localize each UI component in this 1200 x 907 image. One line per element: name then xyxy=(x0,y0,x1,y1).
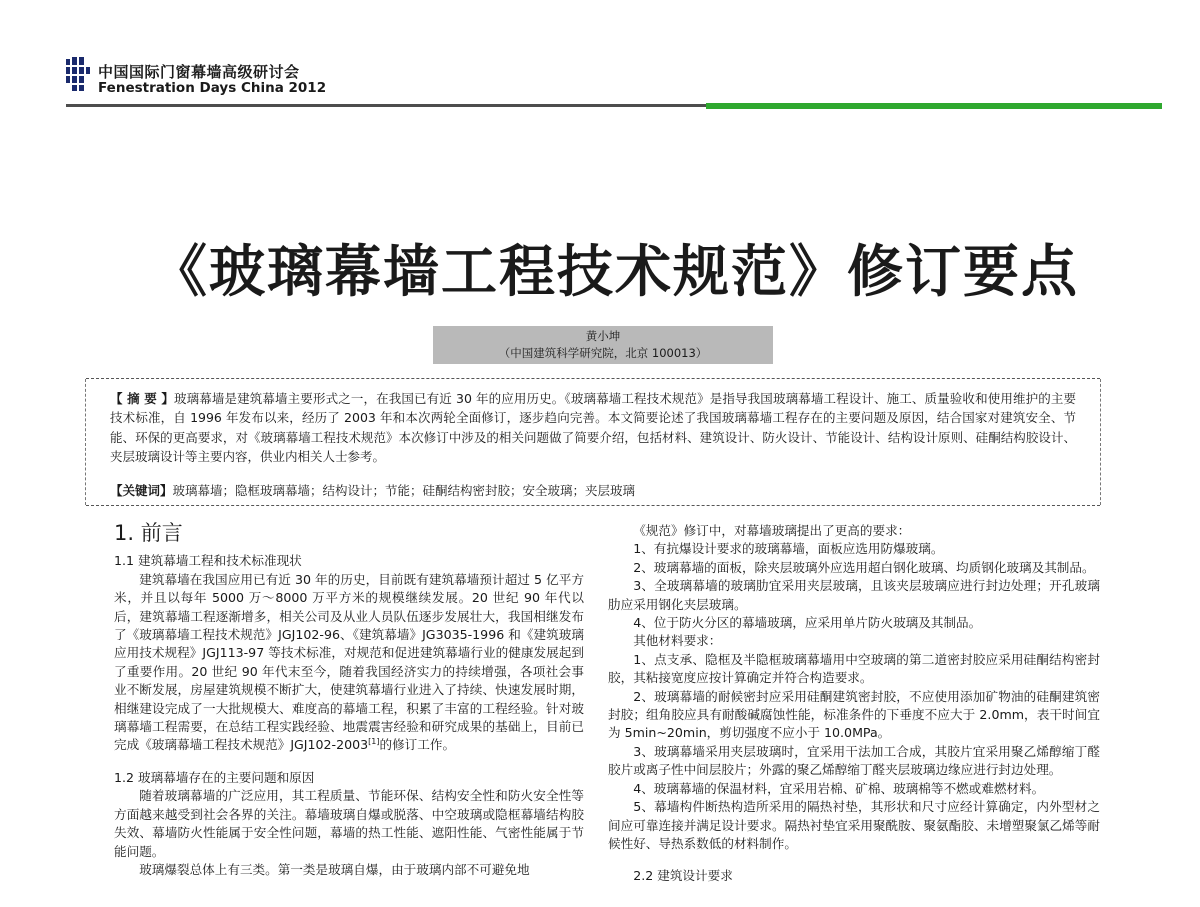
other-item: 1、点支承、隐框及半隐框玻璃幕墙用中空玻璃的第二道密封胶应采用硅酮结构密封胶，其粘接宽度应按计算确定并符合构造要求。 xyxy=(608,651,1100,686)
keywords-text: 玻璃幕墙；隐框玻璃幕墙；结构设计；节能；硅酮结构密封胶；安全玻璃；夹层玻璃 xyxy=(172,483,636,498)
subsection-heading-1-1: 1.1 建筑幕墙工程和技术标准现状 xyxy=(114,553,302,569)
keywords xyxy=(110,481,1076,499)
glass-item: 2、玻璃幕墙的面板，除夹层玻璃外应选用超白钢化玻璃、均质钢化玻璃及其制品。 xyxy=(633,559,1095,575)
other-item: 5、幕墙构件断热构造所采用的隔热衬垫，其形状和尺寸应经计算确定，内外型材之间应可靠连接并满足设计要求。隔热衬垫宜采用聚酰胺、聚氨酯胶、未增塑聚氯乙烯等耐候性好、导热系数低的材料制作。 xyxy=(608,799,1100,851)
reference-marker: [1] xyxy=(368,737,380,747)
paragraph-1-1-end: 的修订工作。 xyxy=(379,737,456,753)
paragraph-1-2b: 玻璃爆裂总体上有三类。第一类是玻璃自爆，由于玻璃内部不可避免地 xyxy=(139,861,530,877)
next-section-heading: 2.2 建筑设计要求 xyxy=(633,868,733,884)
header-rule-grey xyxy=(66,104,706,107)
conference-logo-icon xyxy=(66,57,92,93)
glass-item: 4、位于防火分区的幕墙玻璃，应采用单片防火玻璃及其制品。 xyxy=(633,615,982,631)
section-heading-intro: 1. 前言 xyxy=(114,521,183,545)
paragraph-1-2: 随着玻璃幕墙的广泛应用，其工程质量、节能环保、结构安全性和防火安全性等方面越来越受到社会各界的关注。幕墙玻璃自爆或脱落、中空玻璃或隐框幕墙结构胶失效、幕墙防火性能属于安全性问题，幕墙的热工性能、遮阳性能、气密性能属于节能问题。 xyxy=(114,788,584,859)
author-box xyxy=(433,326,773,364)
abstract-label: 【 摘 要 】 xyxy=(110,391,174,406)
other-item: 2、玻璃幕墙的耐候密封应采用硅酮建筑密封胶，不应使用添加矿物油的硅酮建筑密封胶；组角胶应具有耐酸碱腐蚀性能，标准条件的下垂度不应大于 2.0mm，表干时间宜为 5min~20min，剪切强度不应小于 10.0MPa。 xyxy=(608,688,1100,741)
paragraph-1-1-text: 建筑幕墙在我国应用已有近 30 年的历史，目前既有建筑幕墙预计超过 5 亿平方米，并且以每年 5000 万～8000 万平方米的规模继续发展。20 世纪 90 年代以后，建筑幕墙工程逐渐增多，相关公司及从业人员队伍逐步发展壮大，我国相继发布了《玻璃幕墙工程技术规范》JGJ102-96、《建筑幕墙》JG3035-1996 和《建筑玻璃应用技术规程》JGJ113-97 等技术标准，对规范和促进建筑幕墙行业的健康发展起到了重要作用。20 世纪 90 年代末至今，随着我国经济实力的持续增强，各项社会事业不断发展，房屋建筑规模不断扩大，使建筑幕墙行业进入了持续、快速发展时期，相继建设完成了一大批规模大、难度高的幕墙工程，积累了丰富的工程经验。针对玻璃幕墙工程需要，在总结工程实践经验、地震震害经验和研究成果的基础上，目前已完成《玻璃幕墙工程技术规范》JGJ102-2003 xyxy=(114,571,584,753)
conference-name-cn: 中国国际门窗幕墙高级研讨会 xyxy=(98,63,300,81)
left-column xyxy=(114,522,584,879)
author-name: 黄小坤 xyxy=(585,329,621,343)
header-rule-green xyxy=(706,103,1162,109)
glass-requirements-intro: 《规范》修订中，对幕墙玻璃提出了更高的要求： xyxy=(633,523,911,538)
conference-name-en: Fenestration Days China 2012 xyxy=(98,80,327,96)
abstract-text: 玻璃幕墙是建筑幕墙主要形式之一，在我国已有近 30 年的应用历史。《玻璃幕墙工程技术规范》是指导我国玻璃幕墙工程设计、施工、质量验收和使用维护的主要技术标准，自 1996 年发布以来，经历了 2003 年和本次两轮全面修订，逐步趋向完善。本文简要论述了我国玻璃幕墙工程存在的主要问题及原因，结合国家对建筑安全、节能、环保的更高要求，对《玻璃幕墙工程技术规范》本次修订中涉及的相关问题做了简要介绍，包括材料、建筑设计、防火设计、节能设计、结构设计原则、硅酮结构胶设计、夹层玻璃设计等主要内容，供业内相关人士参考。 xyxy=(110,391,1076,465)
paragraph-1-1 xyxy=(114,571,584,755)
glass-item: 3、全玻璃幕墙的玻璃肋宜采用夹层玻璃，且该夹层玻璃应进行封边处理；开孔玻璃肋应采用钢化夹层玻璃。 xyxy=(608,578,1100,612)
other-requirements-heading: 其他材料要求： xyxy=(633,633,722,649)
subsection-heading-1-2: 1.2 玻璃幕墙存在的主要问题和原因 xyxy=(114,769,315,785)
right-column xyxy=(608,522,1100,886)
author-affiliation: （中国建筑科学研究院，北京 100013） xyxy=(498,346,708,360)
abstract xyxy=(110,389,1076,467)
glass-item: 1、有抗爆设计要求的玻璃幕墙，面板应选用防爆玻璃。 xyxy=(633,541,944,557)
other-item: 4、玻璃幕墙的保温材料，宜采用岩棉、矿棉、玻璃棉等不燃或难燃材料。 xyxy=(633,780,1045,796)
other-item: 3、玻璃幕墙采用夹层玻璃时，宜采用干法加工合成，其胶片宜采用聚乙烯醇缩丁醛胶片或离子性中间层胶片；外露的聚乙烯醇缩丁醛夹层玻璃边缘应进行封边处理。 xyxy=(608,743,1100,778)
paper-title: 《玻璃幕墙工程技术规范》修订要点 xyxy=(151,239,1079,305)
keywords-label: 【关键词】 xyxy=(110,483,173,498)
